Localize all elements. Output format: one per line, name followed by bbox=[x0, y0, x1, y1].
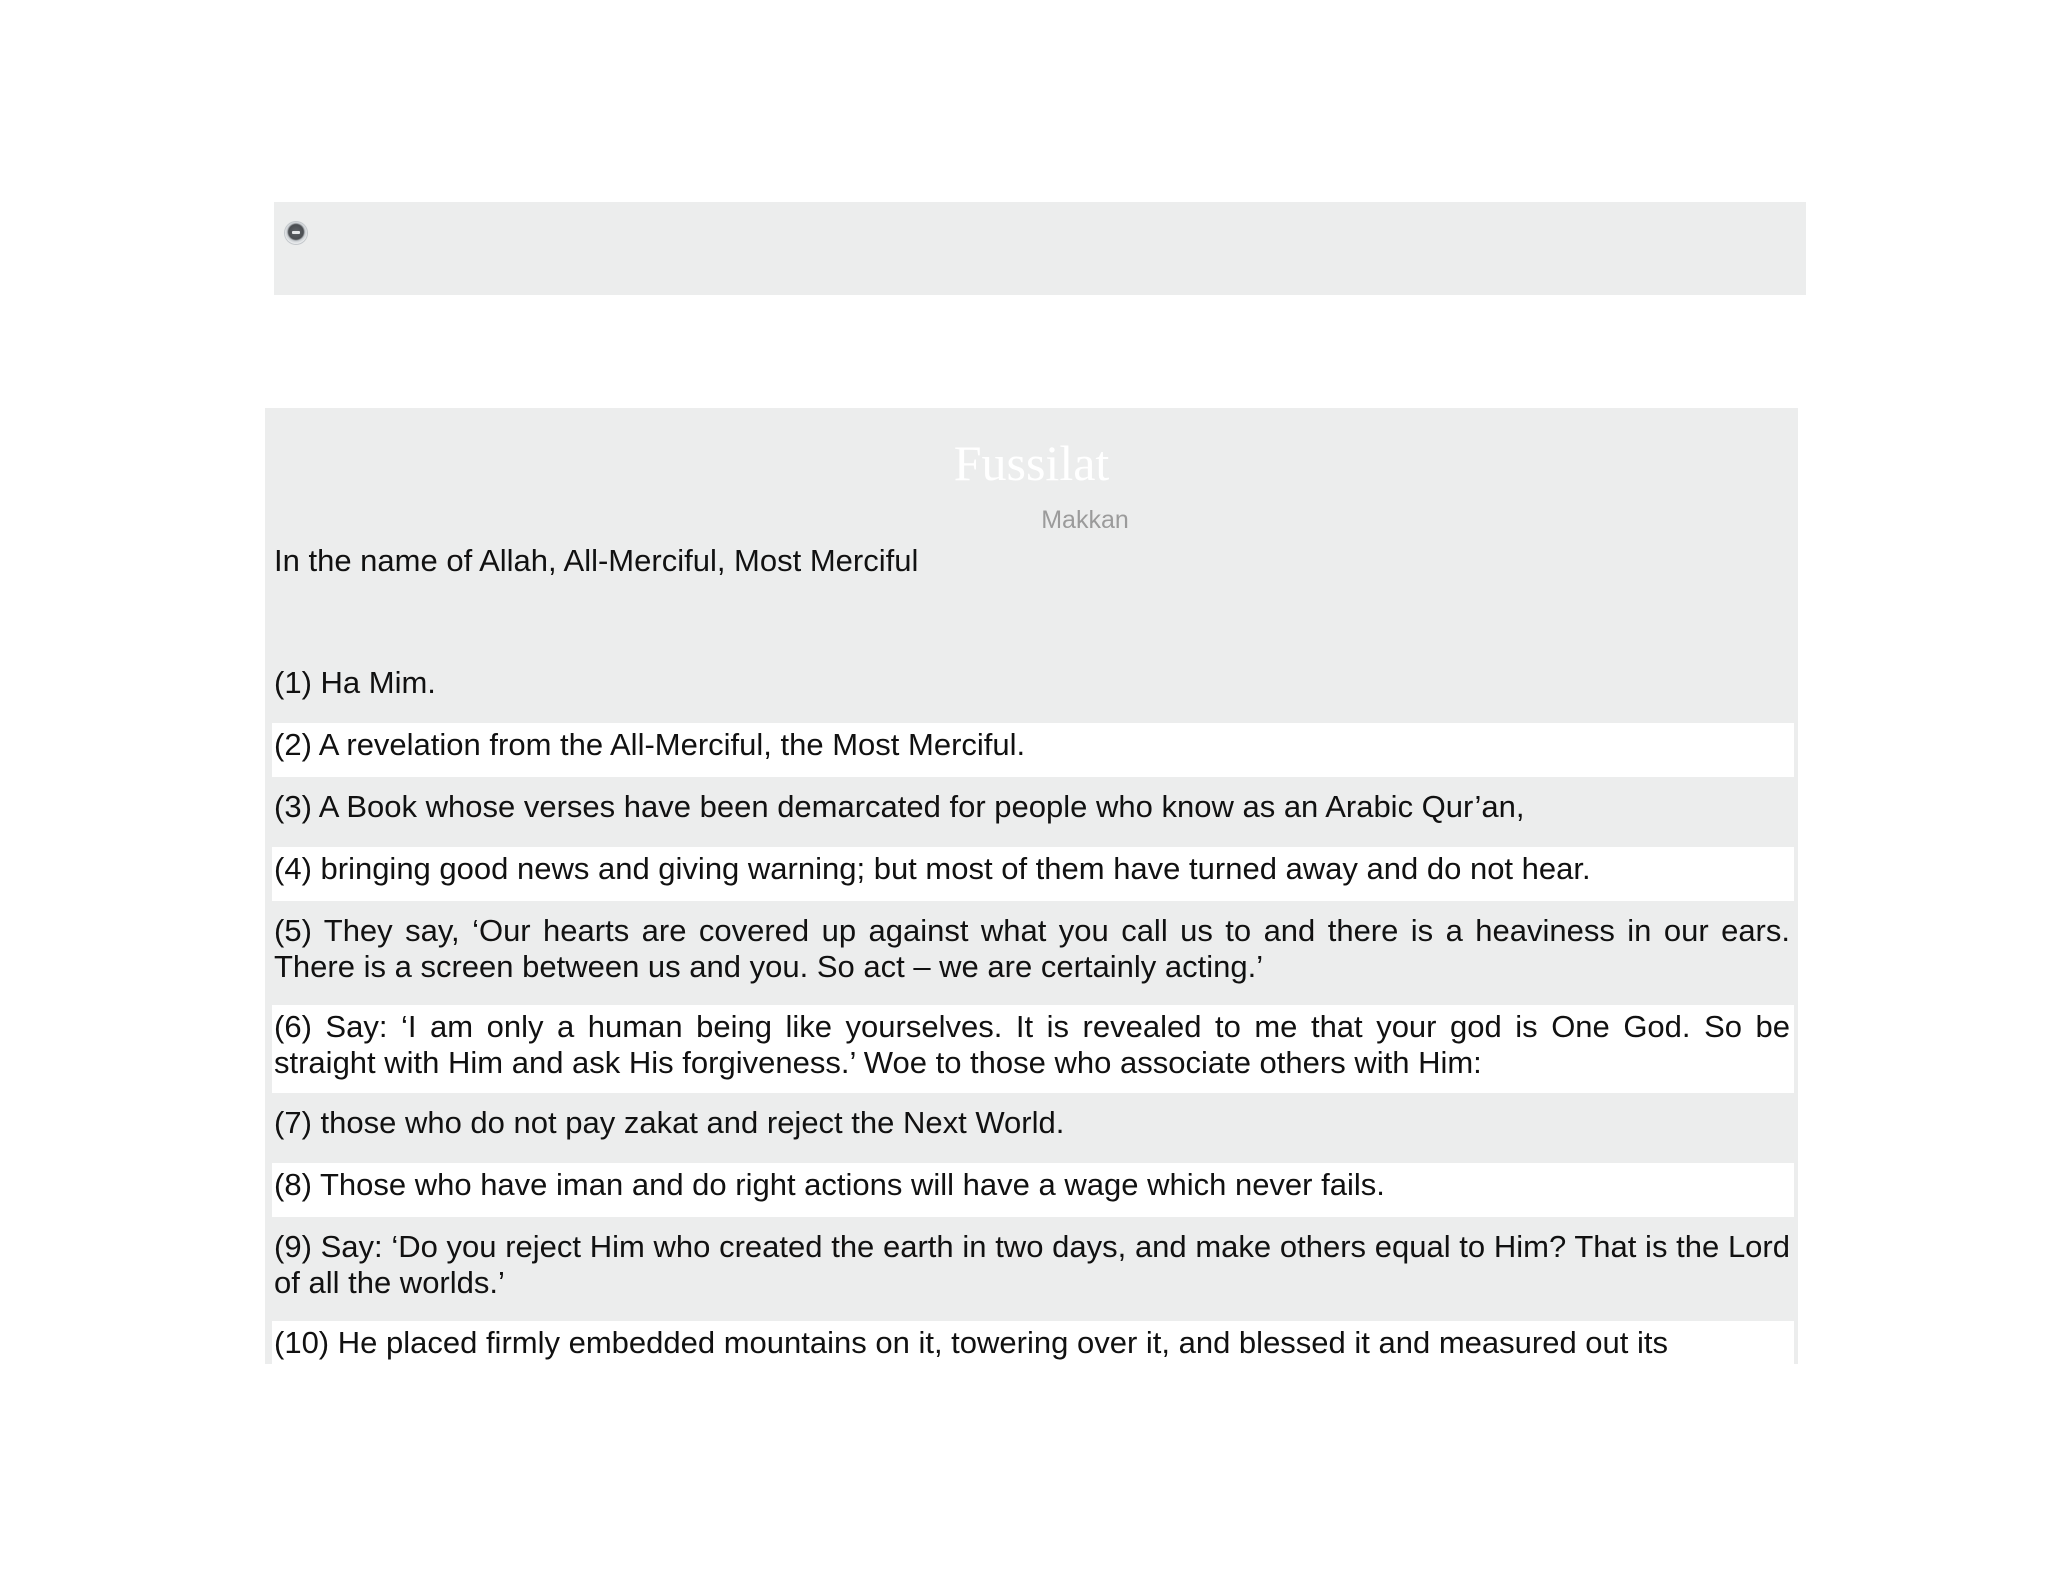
minus-circle-icon[interactable] bbox=[285, 222, 307, 244]
verse-6: (6) Say: ‘I am only a human being like yourselves. It is revealed to me that your god is One God. So be straight with Him and ask His forgiveness.’ Woe to those who associate others with Him: bbox=[272, 1005, 1794, 1093]
verse-4: (4) bringing good news and giving warning; but most of them have turned away and do not hear. bbox=[272, 847, 1794, 901]
revelation-type: Makkan bbox=[1041, 506, 1129, 534]
verse-7: (7) those who do not pay zakat and reject the Next World. bbox=[274, 1105, 1065, 1140]
verse-5: (5) They say, ‘Our hearts are covered up against what you call us to and there is a heaviness in our ears. There is a screen between us and you. So act – we are certainly acting.’ bbox=[274, 913, 1790, 984]
verse-10: (10) He placed firmly embedded mountains on it, towering over it, and blessed it and measured out its bbox=[272, 1321, 1794, 1364]
surah-title: Fussilat bbox=[953, 435, 1110, 491]
verse-9: (9) Say: ‘Do you reject Him who created the earth in two days, and make others equal to Him? That is the Lord of all the worlds.’ bbox=[274, 1229, 1790, 1300]
verse-8: (8) Those who have iman and do right actions will have a wage which never fails. bbox=[272, 1163, 1794, 1217]
top-toolbar bbox=[274, 202, 1806, 295]
verse-3: (3) A Book whose verses have been demarcated for people who know as an Arabic Qur’an, bbox=[274, 789, 1525, 824]
verse-2: (2) A revelation from the All-Merciful, the Most Merciful. bbox=[272, 723, 1794, 777]
verse-list bbox=[272, 661, 1794, 1364]
surah-panel bbox=[265, 408, 1798, 1364]
verse-1: (1) Ha Mim. bbox=[274, 665, 436, 700]
bismillah: In the name of Allah, All-Merciful, Most Merciful bbox=[274, 543, 919, 578]
